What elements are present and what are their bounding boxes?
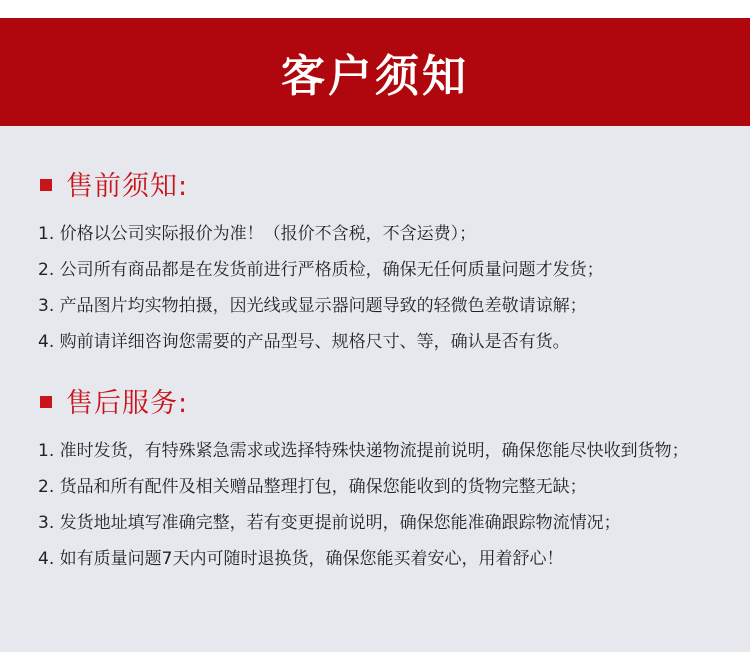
list-item: 1. 价格以公司实际报价为准！（报价不含税，不含运费）；	[38, 224, 477, 244]
list-item: 3. 产品图片均实物拍摄，因光线或显示器问题导致的轻微色差敬请谅解；	[38, 296, 587, 316]
list-item: 1. 准时发货，有特殊紧急需求或选择特殊快递物流提前说明，确保您能尽快收到货物；	[38, 441, 689, 461]
square-bullet-icon	[40, 396, 52, 408]
list-item: 2. 货品和所有配件及相关赠品整理打包，确保您能收到的货物完整无缺；	[38, 477, 587, 497]
top-strip	[0, 0, 750, 18]
list-item: 4. 如有质量问题7天内可随时退换货，确保您能买着安心，用着舒心！	[38, 549, 564, 569]
after-sale-heading	[0, 380, 750, 420]
pre-sale-list	[0, 216, 750, 360]
list-item: 2. 公司所有商品都是在发货前进行严格质检，确保无任何质量问题才发货；	[38, 260, 604, 280]
after-sale-section	[0, 380, 750, 577]
pre-sale-heading	[0, 163, 750, 203]
square-bullet-icon	[40, 179, 52, 191]
pre-sale-title: 售前须知:	[66, 170, 189, 202]
list-item: 3. 发货地址填写准确完整，若有变更提前说明，确保您能准确跟踪物流情况；	[38, 513, 621, 533]
header-banner	[0, 18, 750, 126]
after-sale-list	[0, 433, 750, 577]
after-sale-title: 售后服务:	[66, 387, 189, 419]
pre-sale-section	[0, 163, 750, 360]
list-item: 4. 购前请详细咨询您需要的产品型号、规格尺寸、等，确认是否有货。	[38, 332, 570, 352]
page-title: 客户须知	[281, 51, 469, 102]
